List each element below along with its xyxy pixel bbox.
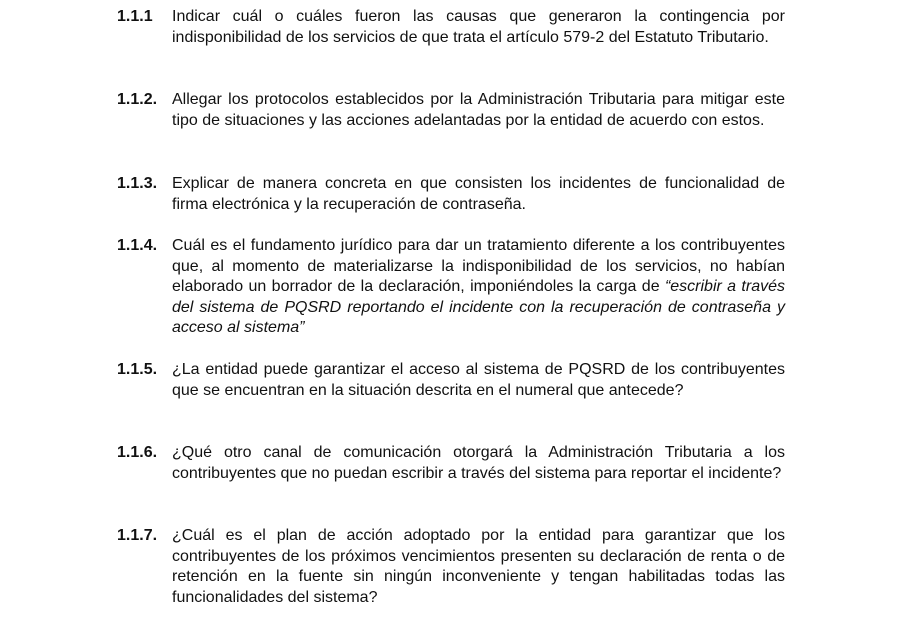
item-number: 1.1.7. [117, 527, 158, 544]
item-text: Explicar de manera concreta en que consisten los incidentes de funcionalidad de firma electrónica y la recuperación de contraseña. [172, 175, 785, 213]
item-text: ¿Cuál es el plan de acción adoptado por la entidad para garantizar que los contribuyentes de los próximos vencimientos presenten su declaración de renta o de retención en la fuente sin ningún inconveniente y tengan habilitadas todas las funcionalidades del sistema? [172, 527, 785, 606]
item-number: 1.1.4. [117, 237, 158, 254]
list-item-1-1-3 [117, 174, 785, 215]
list-item-1-1-7 [117, 526, 785, 608]
item-text: Allegar los protocolos establecidos por la Administración Tributaria para mitigar este tipo de situaciones y las acciones adelantadas por la entidad de acuerdo con estos. [172, 91, 785, 129]
item-number: 1.1.6. [117, 444, 158, 461]
item-text: ¿Qué otro canal de comunicación otorgará la Administración Tributaria a los contribuyentes que no puedan escribir a través del sistema para reportar el incidente? [172, 444, 785, 482]
item-text: ¿La entidad puede garantizar el acceso al sistema de PQSRD de los contribuyentes que se encuentran en la situación descrita en el numeral que antecede? [172, 361, 785, 399]
item-number: 1.1.3. [117, 175, 158, 192]
item-number: 1.1.2. [117, 91, 158, 108]
item-text [172, 236, 785, 339]
list-item-1-1-6 [117, 443, 785, 484]
item-text-plain: Cuál es el fundamento jurídico para dar un tratamiento diferente a los contribuyentes que, al momento de materializarse la indisponibilidad de los servicios, no habían elaborado un borrador de la declaración, imponiéndoles la carga de [172, 237, 785, 295]
list-item-1-1-1 [117, 7, 785, 48]
list-item-1-1-2 [117, 90, 785, 131]
list-item-1-1-5 [117, 360, 785, 401]
item-number: 1.1.1 [117, 8, 153, 25]
item-text: Indicar cuál o cuáles fueron las causas que generaron la contingencia por indisponibilidad de los servicios de que trata el artículo 579-2 del Estatuto Tributario. [172, 8, 785, 46]
item-text-quote: “escribir a través del sistema de PQSRD reportando el incidente con la recuperación de contraseña y acceso al sistema” [172, 278, 785, 336]
item-number: 1.1.5. [117, 361, 158, 378]
list-item-1-1-4 [117, 236, 785, 339]
